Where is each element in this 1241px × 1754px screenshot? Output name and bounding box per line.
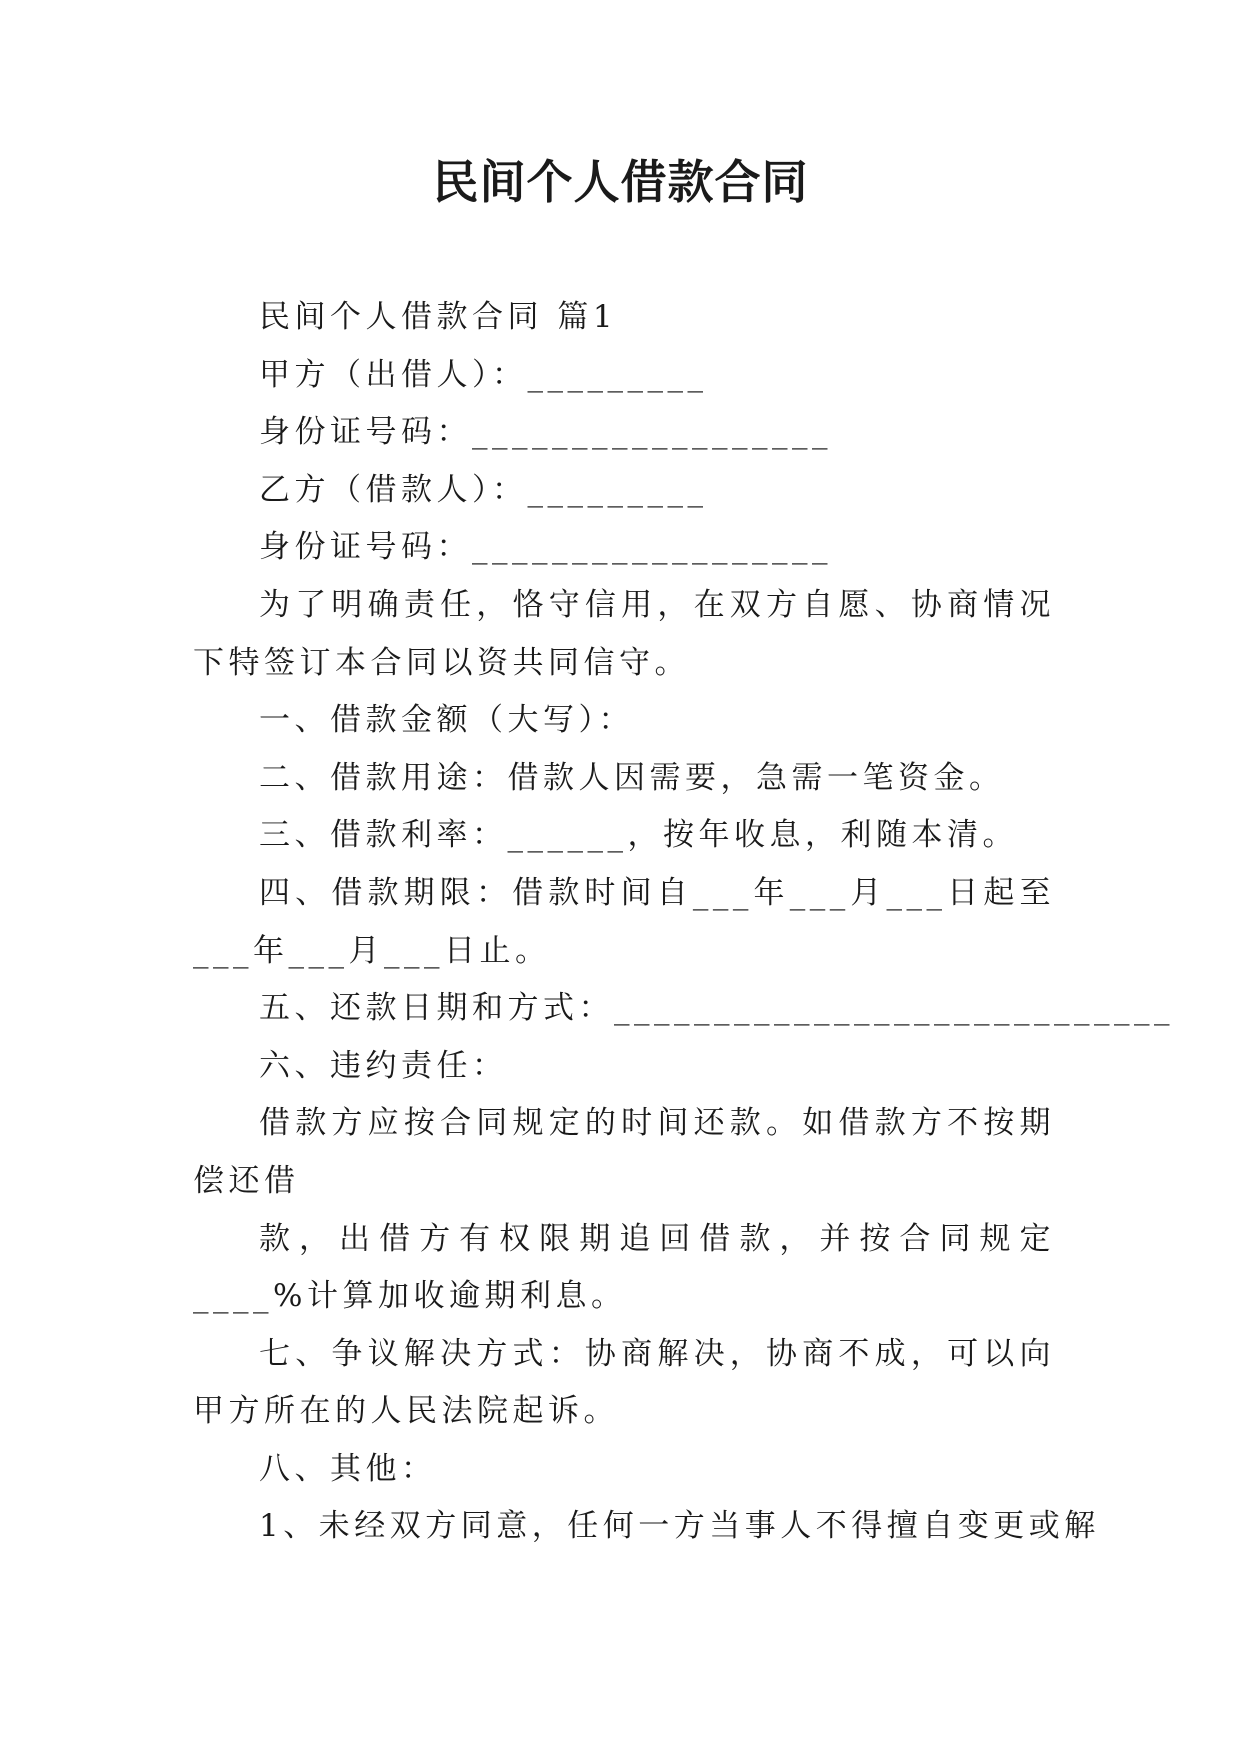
preamble-paragraph: 为了明确责任，恪守信用，在双方自愿、协商情况下特签订本合同以资共同信守。	[193, 586, 1055, 681]
clause-interest: 三、借款利率：______，按年收息，利随本清。	[259, 817, 1018, 854]
clause-breach-heading: 六、违约责任：	[259, 1047, 508, 1084]
clause-other-item-1: 1、未经双方同意，任何一方当事人不得擅自变更或解	[259, 1508, 1100, 1545]
clause-dispute: 七、争议解决方式：协商解决，协商不成，可以向甲方所在的人民法院起诉。	[193, 1335, 1055, 1430]
clause-repayment: 五、还款日期和方式：____________________________	[259, 990, 1174, 1027]
clause-breach-paragraph-2: 款，出借方有权限期追回借款，并按合同规定____%计算加收逾期利息。	[193, 1220, 1055, 1315]
clause-amount: 一、借款金额（大写）：	[259, 702, 634, 739]
clause-other-heading: 八、其他：	[259, 1450, 437, 1487]
clause-term: 四、借款期限：借款时间自___年___月___日起至___年___月___日止。	[193, 874, 1055, 969]
document-body	[193, 289, 1174, 1556]
clause-breach-paragraph-1: 借款方应按合同规定的时间还款。如借款方不按期偿还借	[193, 1105, 1055, 1199]
document-title: 民间个人借款合同	[432, 155, 809, 209]
borrower-line: 乙方（借款人）：_________	[259, 471, 708, 508]
clause-purpose: 二、借款用途：借款人因需要，急需一笔资金。	[259, 759, 1005, 796]
lender-line: 甲方（出借人）：_________	[259, 356, 708, 393]
borrower-id-line: 身份证号码：__________________	[259, 529, 832, 566]
section-heading: 民间个人借款合同 篇1	[259, 299, 618, 335]
lender-id-line: 身份证号码：__________________	[259, 414, 832, 451]
